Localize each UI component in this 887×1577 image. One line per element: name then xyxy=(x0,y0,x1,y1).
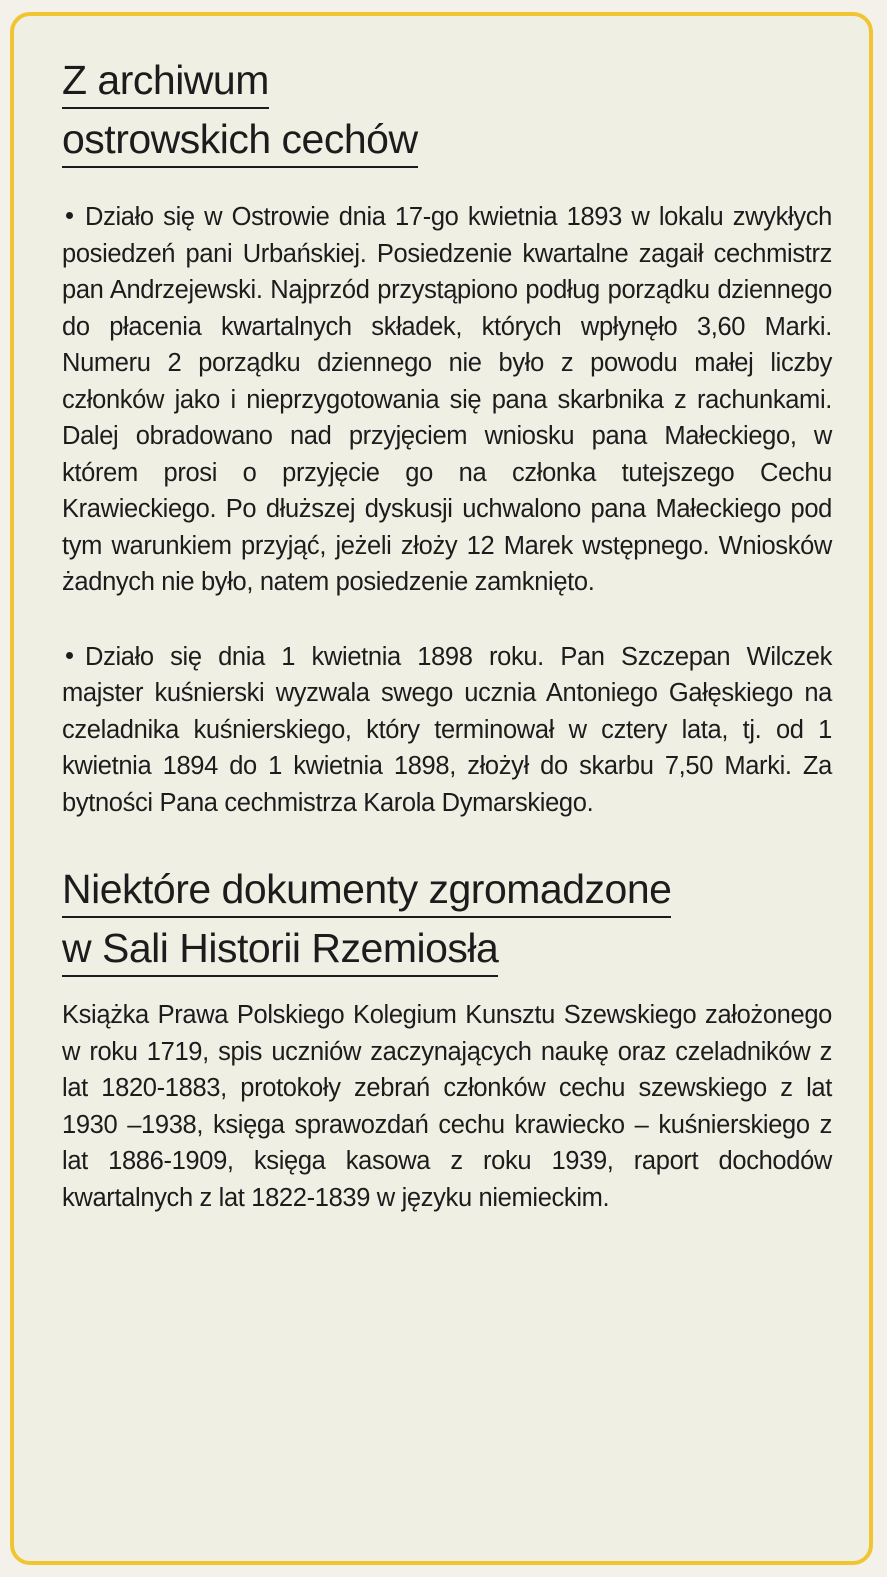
documents-list-paragraph: Książka Prawa Polskiego Kolegium Kunsztu Szewskiego założonego w roku 1719, spis uczniów zaczynających naukę oraz czeladników z lat 1820-1883, protokoły zebrań członków cechu szewskiego z lat 1930 –1938, księga sprawozdań cechu krawiecko – kuśnierskiego z lat 1886-1909, księga kasowa z roku 1939, raport dochodów kwartalnych z lat 1822-1839 w języku niemieckim. xyxy=(62,1001,832,1212)
bullet-icon xyxy=(66,212,73,219)
heading-line: Niektóre dokumenty zgromadzone xyxy=(62,864,671,918)
archive-entry-1898 xyxy=(62,639,832,822)
section-heading-documents xyxy=(62,861,832,979)
archive-entry-1893 xyxy=(62,199,832,601)
article-content xyxy=(62,52,832,1216)
bullet-icon xyxy=(66,652,73,659)
heading-line: Z archiwum xyxy=(62,55,269,109)
entry-text: Działo się w Ostrowie dnia 17-go kwietnia 1893 w lokalu zwykłych posiedzeń pani Urbańskiej. Posiedzenie kwartalne zagaił cechmistrz pan Andrzejewski. Najprzód przystąpiono podług porządku dziennego do płacenia kwartalnych składek, których wpłynęło 3,60 Marki. Numeru 2 porządku dziennego nie było z powodu małej liczby członków jako i nieprzygotowania się pana skarbnika z rachunkami. Dalej obradowano nad przyjęciem wniosku pana Małeckiego, w którem prosi o przyjęcie go na członka tutejszego Cechu Krawieckiego. Po dłuższej dyskusji uchwalono pana Małeckiego pod tym warunkiem przyjąć, jeżeli złoży 12 Marek wstępnego. Wniosków żadnych nie było, natem posiedzenie zamknięto. xyxy=(62,203,832,596)
entry-text: Działo się dnia 1 kwietnia 1898 roku. Pan Szczepan Wilczek majster kuśnierski wyzwala swego ucznia Antoniego Gałęskiego na czeladnika kuśnierskiego, który terminował w cztery lata, tj. od 1 kwietnia 1894 do 1 kwietnia 1898, złożył do skarbu 7,50 Marki. Za bytności Pana cechmistrza Karola Dymarskiego. xyxy=(62,642,832,817)
heading-line: w Sali Historii Rzemiosła xyxy=(62,923,498,977)
heading-line: ostrowskich cechów xyxy=(62,114,418,168)
section-heading-archive xyxy=(62,52,832,170)
